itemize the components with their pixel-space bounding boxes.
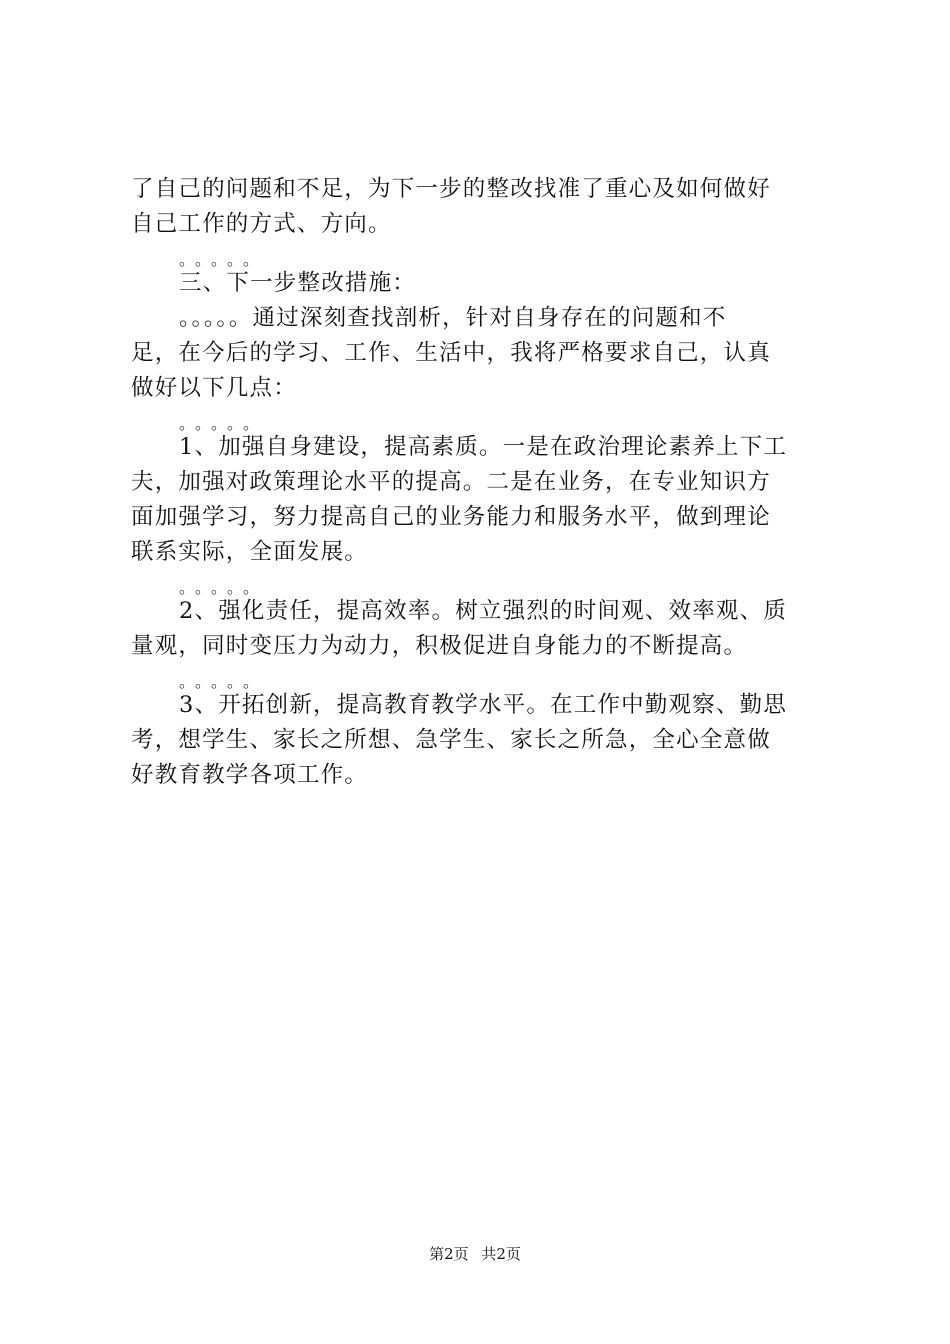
section-heading: 三、下一步整改措施： [179, 270, 417, 296]
dot-separator: 。。。。。 [179, 250, 268, 269]
document-body [131, 172, 831, 793]
body-line: 面加强学习，努力提高自己的业务能力和服务水平，做到理论 [131, 504, 771, 530]
body-line: 了自己的问题和不足，为下一步的整改找准了重心及如何做好 [131, 176, 771, 202]
body-line: 量观，同时变压力为动力，积极促进自身能力的不断提高。 [131, 633, 748, 659]
list-item-2: 2、强化责任，提高效率。树立强烈的时间观、效率观、质 [179, 598, 788, 624]
page-total: 共2页 [481, 1245, 521, 1263]
body-line: 。。。。。通过深刻查找剖析，针对自身存在的问题和不 [179, 305, 727, 331]
list-item-1: 1、加强自身建设，提高素质。一是在政治理论素养上下工 [179, 434, 788, 460]
body-line: 夫，加强对政策理论水平的提高。二是在业务，在专业知识方 [131, 469, 771, 495]
dot-separator: 。。。。。 [179, 672, 268, 691]
body-line: 足，在今后的学习、工作、生活中，我将严格要求自己，认真 [131, 340, 771, 366]
dot-separator: 。。。。。 [179, 578, 268, 597]
list-item-3: 3、开拓创新，提高教育教学水平。在工作中勤观察、勤思 [179, 692, 788, 718]
page-number: 第2页 [429, 1245, 469, 1263]
body-line: 联系实际，全面发展。 [131, 539, 369, 565]
dot-separator: 。。。。。 [179, 414, 268, 433]
body-line: 自己工作的方式、方向。 [131, 211, 392, 237]
body-line: 做好以下几点： [131, 375, 297, 401]
body-line: 考，想学生、家长之所想、急学生、家长之所急，全心全意做 [131, 727, 771, 753]
body-line: 好教育教学各项工作。 [131, 762, 369, 788]
page-footer [0, 1244, 950, 1264]
